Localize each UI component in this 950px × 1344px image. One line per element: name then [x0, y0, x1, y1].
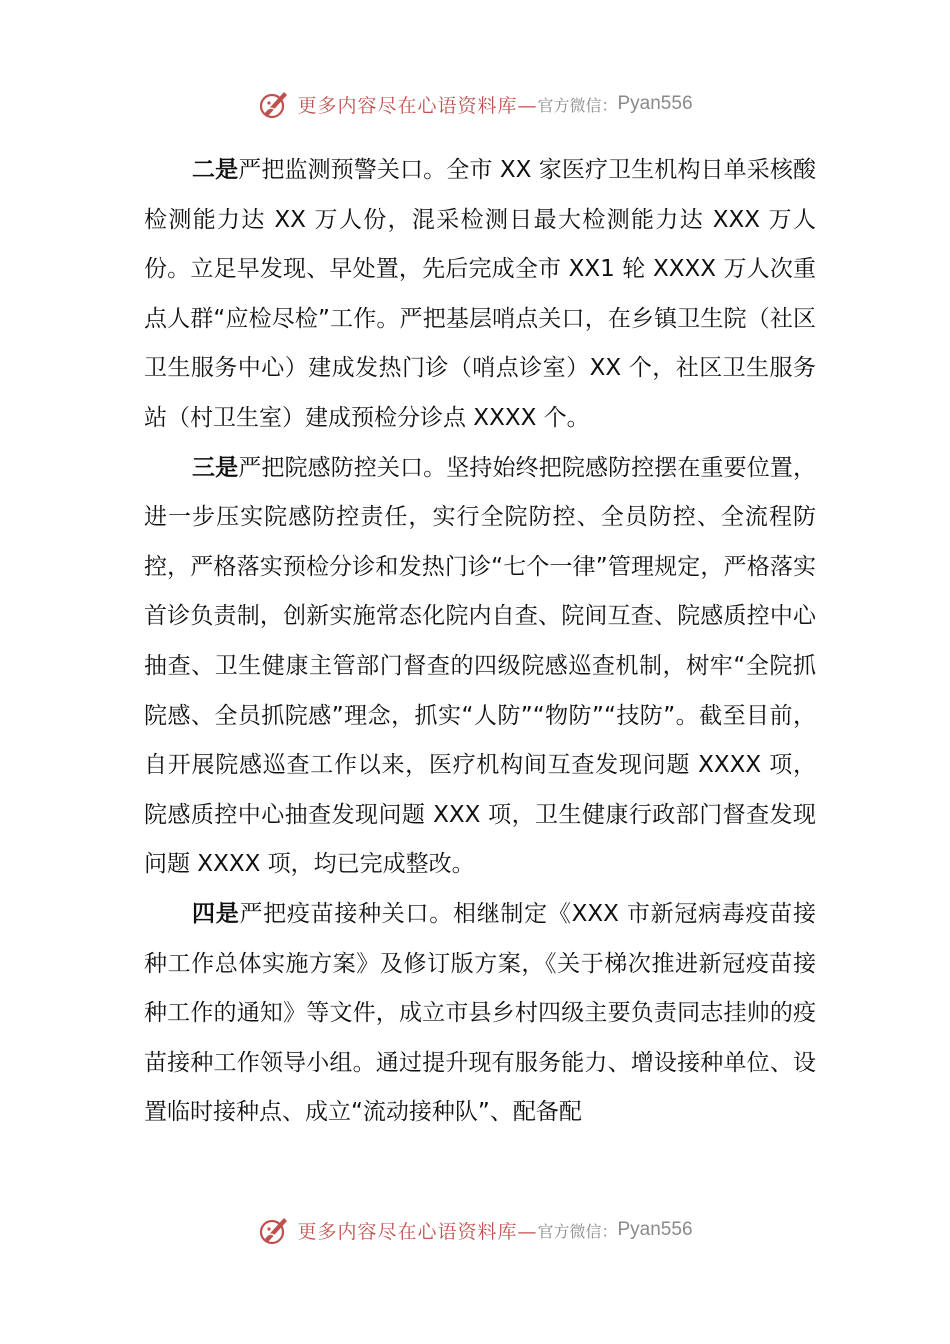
banner-wechat-label: 官方微信： — [537, 95, 618, 115]
paragraph-text: 严把疫苗接种关口。相继制定《XXX 市新冠病毒疫苗接种工作总体实施方案》及修订版方案，《关于梯次推进新冠疫苗接种工作的通知》等文件，成立市县乡村四级主要负责同志挂帅的疫苗接种工作领导小组。通过提升现有服务能力、增设接种单位、设置临时接种点、成立“流动接种队”、配备配 — [144, 900, 816, 1126]
header-banner — [0, 84, 950, 124]
banner-wechat-id: Pyan556 — [617, 1219, 693, 1240]
banner-text: 更多内容尽在心语资料库— — [297, 1220, 538, 1243]
footer-banner — [0, 1210, 950, 1250]
quill-pen-seal-icon — [257, 87, 291, 121]
banner-wechat-label: 官方微信： — [537, 1221, 618, 1241]
paragraph-text: 严把院感防控关口。坚持始终把院感防控摆在重要位置，进一步压实院感防控责任，实行全院防控、全员防控、全流程防控，严格落实预检分诊和发热门诊“七个一律”管理规定，严格落实首诊负责制，创新实施常态化院内自查、院间互查、院感质控中心抽查、卫生健康主管部门督查的四级院感巡查机制，树牢“全院抓院感、全员抓院感”理念，抓实“人防”“物防”“技防”。截至目前，自开展院感巡查工作以来，医疗机构间互查发现问题 XXXX 项，院感质控中心抽查发现问题 XXX 项，卫生健康行政部门督查发现问题 XXXX 项，均已完成整改。 — [144, 454, 817, 878]
banner-text: 更多内容尽在心语资料库— — [297, 94, 538, 117]
paragraph-lead: 二是 — [192, 157, 239, 183]
paragraph-3 — [144, 444, 816, 890]
paragraph-lead: 四是 — [192, 900, 240, 927]
paragraph-text: 严把监测预警关口。全市 XX 家医疗卫生机构日单采核酸检测能力达 XX 万人份，混采检测日最大检测能力达 XXX 万人份。立足早发现、早处置，先后完成全市 XX1 轮 XXXX 万人次重点人群“应检尽检”工作。严把基层哨点关口，在乡镇卫生院（社区卫生服务中心）建成发热门诊（哨点诊室）XX 个，社区卫生服务站（村卫生室）建成预检分诊点 XXXX 个。 — [144, 157, 817, 431]
paragraph-2 — [144, 146, 816, 444]
paragraph-4 — [144, 890, 816, 1138]
banner-wechat-id: Pyan556 — [617, 93, 693, 114]
paragraph-lead: 三是 — [192, 454, 239, 481]
quill-pen-seal-icon — [257, 1213, 291, 1247]
document-body — [144, 146, 816, 1138]
